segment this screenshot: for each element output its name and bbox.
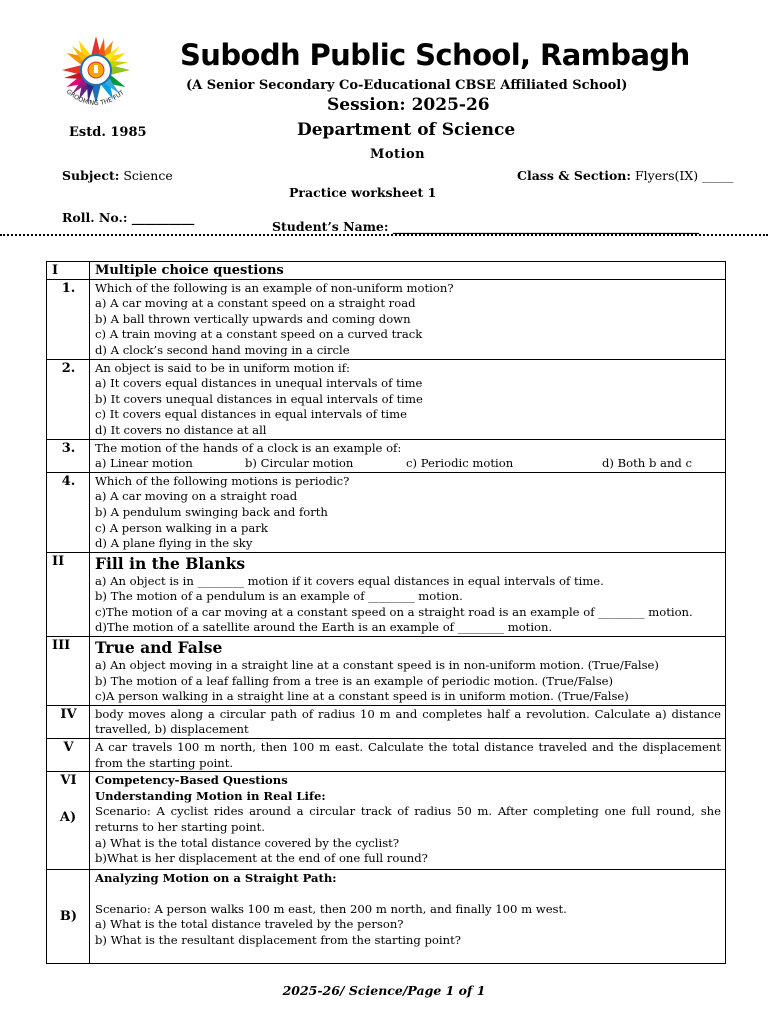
section-number: VI xyxy=(60,773,77,789)
section-number: V xyxy=(47,739,90,772)
affiliation: (A Senior Secondary Co-Educational CBSE Affiliated School) xyxy=(186,78,628,93)
subject-value: Science xyxy=(119,168,173,183)
option: a) A car moving at a constant speed on a straight road xyxy=(95,296,416,311)
option: b) A pendulum swinging back and forth xyxy=(95,504,328,519)
blank-item: b) The motion of a pendulum is an example of ________ motion. xyxy=(95,589,463,604)
question-number: 4. xyxy=(47,472,90,552)
question-row xyxy=(47,359,726,439)
question-text: Which of the following is an example of non-uniform motion? xyxy=(95,280,454,295)
scenario: Scenario: A person walks 100 m east, then 200 m north, and finally 100 m west. xyxy=(95,901,567,916)
option: a) Linear motion xyxy=(95,456,193,471)
department: Department of Science xyxy=(297,120,516,140)
section-v xyxy=(47,739,726,772)
question-text: A car travels 100 m north, then 100 m east. Calculate the total distance traveled and the displacement from the starting point. xyxy=(90,739,726,772)
section-title: Fill in the Blanks xyxy=(95,553,246,573)
option: b) Circular motion xyxy=(245,456,354,471)
sub-question: a) What is the total distance covered by the cyclist? xyxy=(95,835,400,850)
sub-question: a) What is the total distance traveled by the person? xyxy=(95,917,404,932)
section-title: Competency-Based Questions xyxy=(95,773,288,788)
question-row xyxy=(47,439,726,472)
sub-label: A) xyxy=(59,810,77,826)
sub-question: b) What is the resultant displacement from the starting point? xyxy=(95,933,461,947)
section-fill-blanks xyxy=(47,552,726,636)
option: c) It covers equal distances in equal intervals of time xyxy=(95,407,407,422)
option: c) A person walking in a park xyxy=(95,520,268,535)
subject-label: Subject: xyxy=(62,168,120,183)
sub-question: b)What is her displacement at the end of one full round? xyxy=(95,851,428,866)
tf-item: b) The motion of a leaf falling from a tree is an example of periodic motion. (True/False) xyxy=(95,673,614,688)
tf-item: a) An object moving in a straight line at a constant speed is in non-uniform motion. (True/False) xyxy=(95,658,659,673)
student-name: Student’s Name: _________________________________________________ xyxy=(272,219,700,234)
question-number: 2. xyxy=(47,359,90,439)
option: c) A train moving at a constant speed on a curved track xyxy=(95,327,423,342)
question-text: Which of the following motions is periodic? xyxy=(95,473,350,488)
separator xyxy=(0,234,768,236)
section-number: I xyxy=(47,262,90,280)
question-text: The motion of the hands of a clock is an example of: xyxy=(95,440,402,455)
page-footer: 2025-26/ Science/Page 1 of 1 xyxy=(282,983,486,998)
option: a) A car moving on a straight road xyxy=(95,489,298,504)
blank-item: c)The motion of a car moving at a constant speed on a straight road is an example of ________ motion. xyxy=(95,604,693,619)
section-title: Multiple choice questions xyxy=(90,262,726,280)
section-vi-b xyxy=(47,870,726,964)
section-title: True and False xyxy=(95,638,223,658)
option: c) Periodic motion xyxy=(406,456,514,471)
option: d) Both b and c xyxy=(602,456,693,471)
roll-number: Roll. No.: __________ xyxy=(62,210,195,225)
question-row xyxy=(47,279,726,359)
section-vi-a xyxy=(47,772,726,870)
blank-item: a) An object is in ________ motion if it covers equal distances in equal intervals of time. xyxy=(95,573,604,588)
class-label: Class & Section: xyxy=(517,168,632,183)
question-number: 3. xyxy=(47,439,90,472)
question-number: 1. xyxy=(47,279,90,359)
section-number-cell xyxy=(47,772,90,870)
option: a) It covers equal distances in unequal intervals of time xyxy=(95,376,423,391)
sub-heading: Analyzing Motion on a Straight Path: xyxy=(95,871,337,886)
topic: Motion xyxy=(370,147,426,162)
worksheet-title: Practice worksheet 1 xyxy=(289,185,437,200)
logo-caption: GROOMING THE FUT xyxy=(64,88,126,108)
subject-line xyxy=(62,168,173,183)
option: b) It covers unequal distances in equal intervals of time xyxy=(95,391,423,406)
section-number: III xyxy=(47,637,90,706)
question-text: body moves along a circular path of radius 10 m and completes half a revolution. Calculate a) distance travelled, b) displacement xyxy=(90,705,726,738)
established: Estd. 1985 xyxy=(69,125,147,140)
option: d) It covers no distance at all xyxy=(95,422,267,437)
options-row xyxy=(95,456,721,472)
question-text: An object is said to be in uniform motion if: xyxy=(95,360,350,375)
scenario: Scenario: A cyclist rides around a circular track of radius 50 m. After completing one full round, she returns to her starting point. xyxy=(95,804,721,834)
section-mcq-header xyxy=(47,262,726,280)
section-number: II xyxy=(47,552,90,636)
session: Session: 2025-26 xyxy=(327,95,490,115)
section-number: IV xyxy=(47,705,90,738)
question-row xyxy=(47,472,726,552)
school-name: Subodh Public School, Rambagh xyxy=(180,38,690,72)
option: d) A clock’s second hand moving in a circle xyxy=(95,342,350,357)
option: b) A ball thrown vertically upwards and coming down xyxy=(95,311,411,326)
school-logo xyxy=(60,34,132,118)
blank-item: d)The motion of a satellite around the Earth is an example of ________ motion. xyxy=(95,620,553,635)
class-value: Flyers(IX) _____ xyxy=(631,168,734,183)
tf-item: c)A person walking in a straight line at a constant speed is in uniform motion. (True/False) xyxy=(95,689,629,704)
sub-label: B) xyxy=(47,870,90,964)
sub-heading: Understanding Motion in Real Life: xyxy=(95,788,326,803)
option: d) A plane flying in the sky xyxy=(95,536,253,551)
section-true-false xyxy=(47,637,726,706)
section-iv xyxy=(47,705,726,738)
class-line xyxy=(517,168,733,183)
worksheet-table xyxy=(46,261,726,964)
